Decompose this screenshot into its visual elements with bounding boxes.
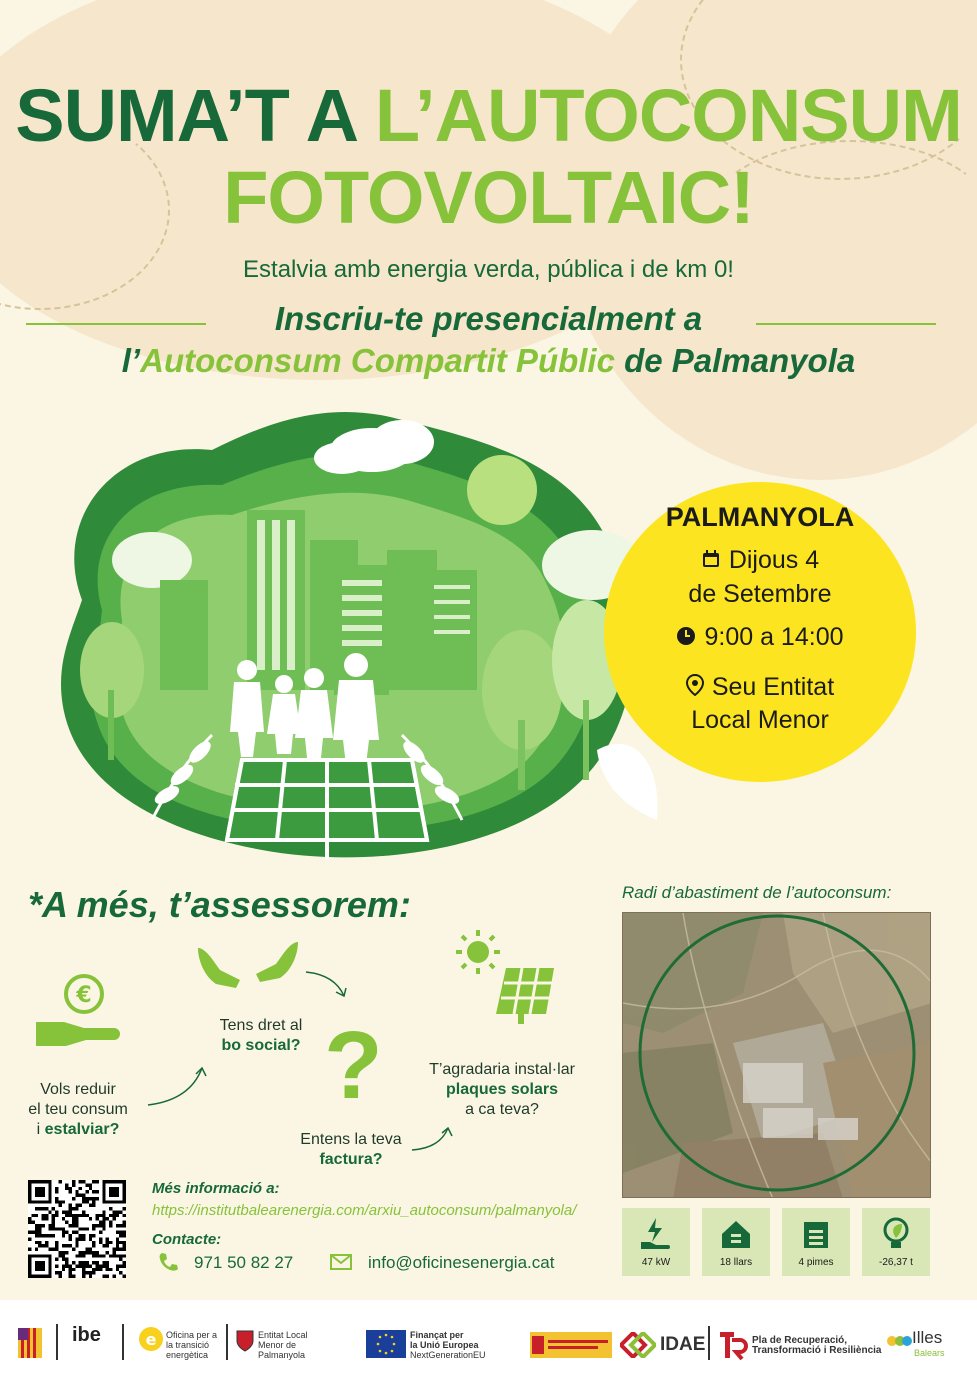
qr-code[interactable]: [28, 1180, 126, 1278]
question-mark-icon: ?: [324, 1012, 383, 1119]
subtitle: Estalvia amb energia verda, pública i de km 0!: [243, 256, 734, 283]
step-text: el teu consum: [28, 1101, 128, 1118]
step-text: T’agradaria instal·lar: [429, 1061, 575, 1078]
step-highlight: factura?: [319, 1151, 383, 1168]
step-highlight: estalviar?: [44, 1121, 120, 1138]
prtr-logo-icon: [718, 1330, 748, 1360]
location-pin-icon: [686, 672, 704, 705]
advice-step-invoice: [286, 1130, 416, 1170]
balears-logo-text: Balears: [914, 1348, 945, 1358]
step-text: a ca teva?: [465, 1101, 539, 1118]
oficina-logo-text: Oficina per a la transició energètica: [166, 1330, 218, 1360]
advice-step-social-bonus: [186, 1016, 336, 1056]
calendar-icon: [701, 545, 721, 578]
step-text: Entens la teva: [300, 1131, 402, 1148]
qr-code-image: [28, 1180, 126, 1278]
step-highlight: plaques solars: [445, 1081, 559, 1098]
svg-text:e: e: [145, 1330, 157, 1349]
eu-flag-icon: [366, 1330, 406, 1358]
event-location-line1: Seu Entitat: [711, 673, 835, 701]
sponsor-footer: [0, 1300, 977, 1391]
prtr-text: Pla de Recuperació,: [752, 1335, 848, 1346]
stat-box: [782, 1208, 850, 1276]
advice-step-save: [22, 1080, 134, 1140]
advice-heading: *A més, t’assessorem:: [28, 884, 411, 925]
entitat-shield-icon: [236, 1330, 254, 1352]
eu-text: Finançat per: [410, 1330, 464, 1340]
register-highlight: Autoconsum Compartit Públic: [140, 342, 615, 379]
stat-box: [862, 1208, 930, 1276]
house-icon: [718, 1216, 754, 1257]
email-address[interactable]: info@oficinesenergia.cat: [368, 1253, 555, 1272]
entitat-logo-text: Entitat Local Menor de Palmanyola: [258, 1330, 308, 1360]
idae-logo-text: IDAE: [660, 1334, 706, 1355]
event-location: [604, 671, 916, 705]
divider: [708, 1326, 710, 1360]
hand-energy-icon: [638, 1216, 674, 1257]
register-callout: [0, 298, 977, 382]
step-text: Vols reduir: [40, 1081, 116, 1098]
event-location-line2: Local Menor: [691, 706, 829, 734]
balearic-flag-icon: [18, 1328, 42, 1358]
spain-government-logo-icon: [530, 1332, 612, 1358]
event-date-line1: Dijous 4: [728, 546, 820, 574]
step-text: i: [36, 1121, 45, 1138]
headline-part1: SUMA’T A: [15, 74, 375, 157]
building-icon: [798, 1216, 834, 1257]
register-text: l’: [121, 342, 141, 379]
register-line1: Inscriu-te presencialment a: [274, 300, 703, 337]
eu-funding-text: [410, 1330, 486, 1360]
ibe-logo: ibe: [72, 1324, 101, 1346]
oficina-e-logo-icon: [138, 1326, 164, 1352]
contact-label: Contacte:: [152, 1231, 222, 1248]
idae-logo-icon: [620, 1332, 656, 1358]
supply-radius-map: [622, 912, 931, 1198]
aerial-map-image: [623, 913, 931, 1198]
register-line2: [0, 340, 977, 382]
email-icon: [330, 1254, 352, 1270]
hand-euro-icon: [34, 972, 130, 1052]
stat-label: 18 llars: [719, 1257, 753, 1268]
stat-box: [622, 1208, 690, 1276]
phone-icon: [158, 1252, 178, 1272]
prtr-logo-text: [752, 1336, 882, 1356]
event-place: PALMANYOLA: [665, 502, 855, 532]
divider: [56, 1324, 58, 1360]
advice-step-solar-panels: [414, 1060, 590, 1120]
event-date-line2: de Setembre: [688, 580, 832, 608]
sun-solar-panel-icon: [450, 928, 560, 1026]
eu-text: NextGenerationEU: [410, 1350, 486, 1360]
info-url-link[interactable]: https://institutbalearenergia.com/arxiu_autoconsum/palmanyola/: [152, 1202, 577, 1219]
stat-label: -26,37 t: [879, 1257, 913, 1268]
event-time: [604, 621, 916, 655]
caring-hands-icon: [196, 940, 300, 990]
illes-balears-logo-icon: [886, 1332, 912, 1350]
eu-text: la Unió Europea: [410, 1340, 479, 1350]
more-info-label: Més informació a:: [152, 1180, 280, 1197]
event-time-text: 9:00 a 14:00: [704, 623, 844, 651]
event-date: [604, 544, 916, 578]
step-highlight: bo social?: [221, 1037, 301, 1054]
city-family-illustration: [42, 400, 662, 870]
register-text: de Palmanyola: [614, 342, 856, 379]
svg-text:€: €: [76, 983, 92, 1008]
stat-label: 4 pimes: [798, 1257, 834, 1268]
stat-box: [702, 1208, 770, 1276]
clock-icon: [676, 622, 696, 655]
divider: [122, 1324, 124, 1360]
headline-line1: [0, 74, 977, 157]
phone-number[interactable]: 971 50 82 27: [194, 1253, 294, 1272]
headline-part2: L’AUTOCONSUM: [374, 74, 962, 157]
stat-label: 47 kW: [641, 1257, 671, 1268]
bulb-leaf-icon: [878, 1216, 914, 1257]
headline-line2: FOTOVOLTAIC!: [223, 156, 754, 239]
step-text: Tens dret al: [219, 1017, 303, 1034]
event-info-badge: [604, 482, 916, 782]
divider: [226, 1324, 228, 1360]
map-label: Radi d’abastiment de l’autoconsum:: [622, 883, 892, 902]
illes-logo-text: Illes: [912, 1328, 943, 1347]
prtr-text: Transformació i Resiliència: [752, 1345, 882, 1356]
